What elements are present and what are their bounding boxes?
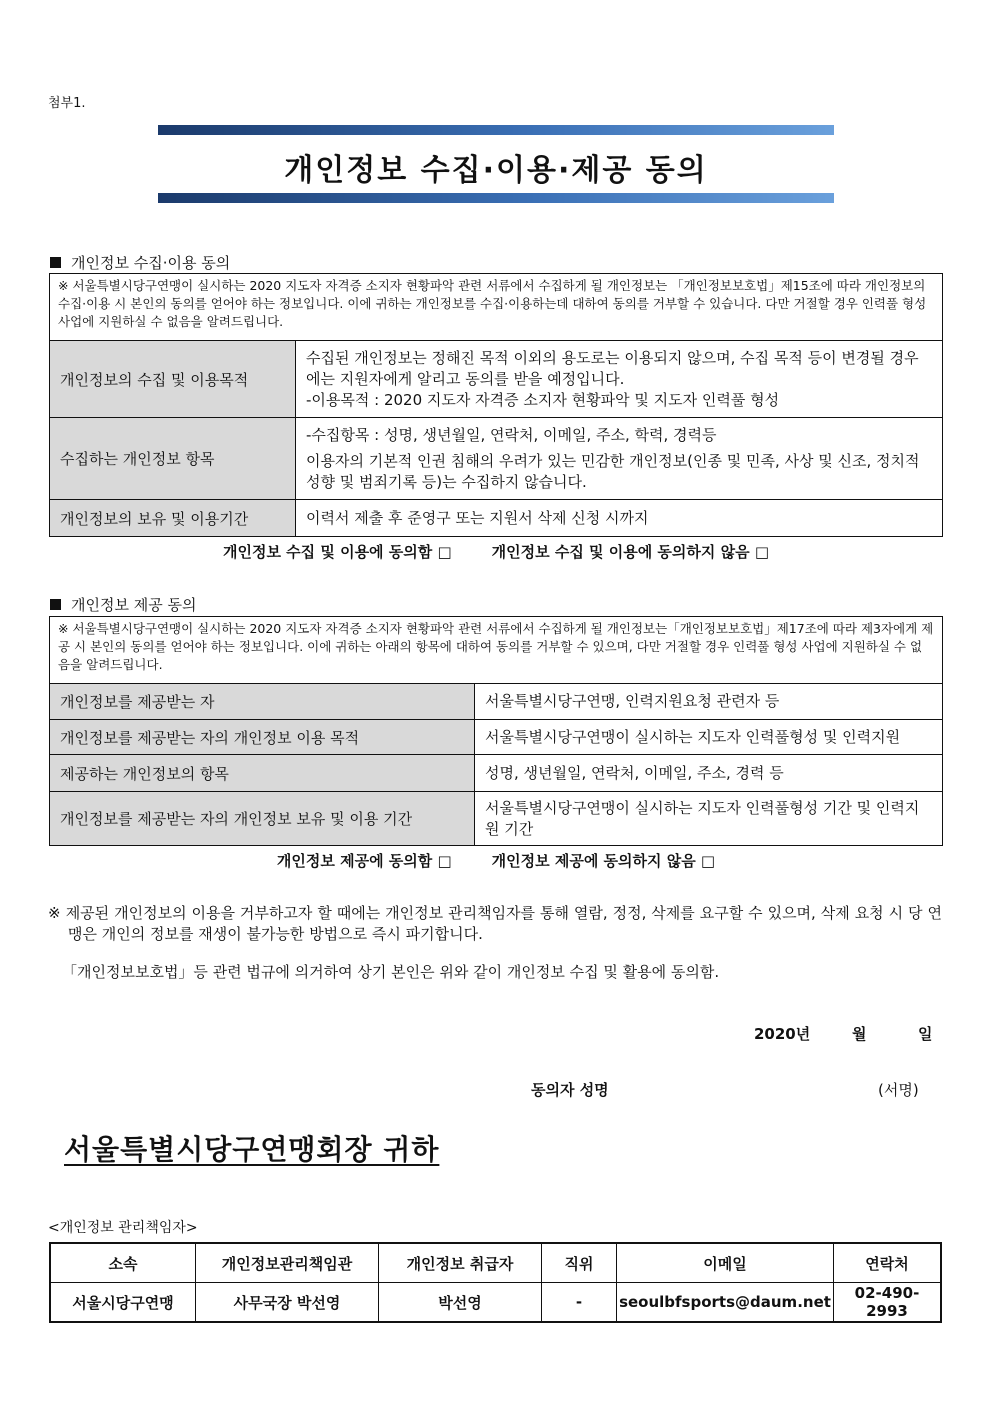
section1-agree-checkbox[interactable]: 개인정보 수집 및 이용에 동의함 □ (222, 543, 452, 561)
section1-row2-line1: -수집항목 : 성명, 생년월일, 연락처, 이메일, 주소, 학력, 경력등 (306, 425, 717, 444)
section2-row3-label: 제공하는 개인정보의 항목 (50, 755, 475, 792)
square-bullet-icon (50, 257, 61, 268)
manager-header-phone: 연락처 (834, 1243, 942, 1283)
section2-disagree-checkbox[interactable]: 개인정보 제공에 동의하지 않음 □ (491, 852, 716, 870)
section1-row2-value (296, 418, 943, 500)
section2-row1-value: 서울특별시당구연맹, 인력지원요청 관련자 등 (475, 684, 943, 720)
square-bullet-icon (50, 599, 61, 610)
manager-value-position: - (542, 1283, 617, 1323)
table-row (50, 792, 943, 846)
manager-header-position: 직위 (542, 1243, 617, 1283)
section1-row3-line1: 이력서 제출 후 준영구 또는 지원서 삭제 신청 시까지 (306, 508, 649, 527)
table-row (50, 418, 943, 500)
section1-row1-label: 개인정보의 수집 및 이용목적 (50, 341, 296, 418)
section1-row1-line2: -이용목적 : 2020 지도자 자격증 소지자 현황파악 및 지도자 인력풀 형성 (306, 390, 780, 409)
signer-label: 동의자 성명 (531, 1081, 609, 1099)
manager-table (49, 1242, 942, 1323)
section1-row1-value (296, 341, 943, 418)
addressee: 서울특별시당구연맹회장 귀하 (64, 1133, 440, 1166)
deletion-note: ※ 제공된 개인정보의 이용을 거부하고자 할 때에는 개인정보 관리책임자를 통해 열람, 정정, 삭제를 요구할 수 있으며, 삭제 요청 시 당 연맹은 개인의 정보를 재생이 불가능한 방법으로 즉시 파기합니다. (48, 904, 942, 943)
section1-row3-value (296, 500, 943, 537)
table-row (50, 1243, 941, 1283)
section1-row2-label: 수집하는 개인정보 항목 (50, 418, 296, 500)
section2-row1-label: 개인정보를 제공받는 자 (50, 684, 475, 720)
section2-row4-value: 서울특별시당구연맹이 실시하는 지도자 인력풀형성 기간 및 인력지원 기간 (475, 792, 943, 846)
section2-agree-checkbox[interactable]: 개인정보 제공에 동의함 □ (276, 852, 452, 870)
date-day: 일 (918, 1025, 933, 1043)
section1-table (49, 340, 943, 537)
manager-header-affiliation: 소속 (50, 1243, 196, 1283)
manager-caption: <개인정보 관리책임자> (48, 1220, 198, 1236)
manager-value-phone: 02-490-2993 (834, 1283, 942, 1323)
section1-disagree-checkbox[interactable]: 개인정보 수집 및 이용에 동의하지 않음 □ (491, 543, 769, 561)
attachment-label: 첨부1. (48, 96, 86, 111)
table-row (50, 720, 943, 755)
consent-statement: 「개인정보보호법」등 관련 법규에 의거하여 상기 본인은 위와 같이 개인정보 수집 및 활용에 동의함. (62, 963, 720, 981)
section1-notice: ※ 서울특별시당구연맹이 실시하는 2020 지도자 자격증 소지자 현황파악 관련 서류에서 수집하게 될 개인정보는 「개인정보보호법」제15조에 따라 개인정보의 수집·이용 시 본인의 동의를 얻어야 하는 정보입니다. 이에 귀하는 개인정보를 수집·이용하는데 대하여 동의를 거부할 수 있습니다. 다만 거절할 경우 인력풀 형성 사업에 지원하실 수 없음을 알려드립니다. (49, 273, 943, 341)
table-row (50, 684, 943, 720)
table-row (50, 755, 943, 792)
manager-value-email: seoulbfsports@daum.net (617, 1283, 834, 1323)
section2-row2-value: 서울특별시당구연맹이 실시하는 지도자 인력풀형성 및 인력지원 (475, 720, 943, 755)
title-bar-bottom (158, 193, 834, 203)
section2-notice: ※ 서울특별시당구연맹이 실시하는 2020 지도자 자격증 소지자 현황파악 관련 서류에서 수집하게 될 개인정보는「개인정보보호법」제17조에 따라 제3자에게 제공 시 본인의 동의를 얻어야 하는 정보입니다. 이에 귀하는 아래의 항목에 대하여 동의를 거부할 수 있으며, 다만 거절할 경우 인력풀 형성 사업에 지원하실 수 없음을 알려드립니다. (49, 616, 943, 684)
section1-heading-text: 개인정보 수집·이용 동의 (71, 254, 231, 272)
date-year: 2020년 (754, 1025, 811, 1043)
title-box (158, 125, 834, 203)
section1-row1-line1: 수집된 개인정보는 정해진 목적 이외의 용도로는 이용되지 않으며, 수집 목적 등이 변경될 경우에는 지원자에게 알리고 동의를 받을 예정입니다. (306, 348, 919, 388)
section1-heading (50, 252, 230, 273)
section2-table (49, 683, 943, 846)
section2-heading-text: 개인정보 제공 동의 (71, 596, 197, 614)
section2-row3-value: 성명, 생년월일, 연락처, 이메일, 주소, 경력 등 (475, 755, 943, 792)
table-row (50, 341, 943, 418)
manager-header-handler: 개인정보 취급자 (379, 1243, 542, 1283)
title-bar-top (158, 125, 834, 135)
date-month: 월 (852, 1025, 867, 1043)
manager-value-officer: 사무국장 박선영 (196, 1283, 379, 1323)
section1-consent (0, 541, 992, 562)
manager-value-handler: 박선영 (379, 1283, 542, 1323)
manager-value-affiliation: 서울시당구연맹 (50, 1283, 196, 1323)
section2-row4-label: 개인정보를 제공받는 자의 개인정보 보유 및 이용 기간 (50, 792, 475, 846)
section1-row2-line2: 이용자의 기본적 인권 침해의 우려가 있는 민감한 개인정보(인종 및 민족, 사상 및 신조, 정치적 성향 및 범죄기록 등)는 수집하지 않습니다. (306, 451, 920, 491)
manager-header-officer: 개인정보관리책임관 (196, 1243, 379, 1283)
table-row (50, 500, 943, 537)
section2-row2-label: 개인정보를 제공받는 자의 개인정보 이용 목적 (50, 720, 475, 755)
manager-header-email: 이메일 (617, 1243, 834, 1283)
section2-consent (0, 850, 992, 871)
page-title: 개인정보 수집·이용·제공 동의 (284, 153, 708, 188)
signature-placeholder[interactable]: (서명) (878, 1081, 919, 1099)
section1-row3-label: 개인정보의 보유 및 이용기간 (50, 500, 296, 537)
table-row (50, 1283, 941, 1323)
section2-heading (50, 594, 196, 615)
